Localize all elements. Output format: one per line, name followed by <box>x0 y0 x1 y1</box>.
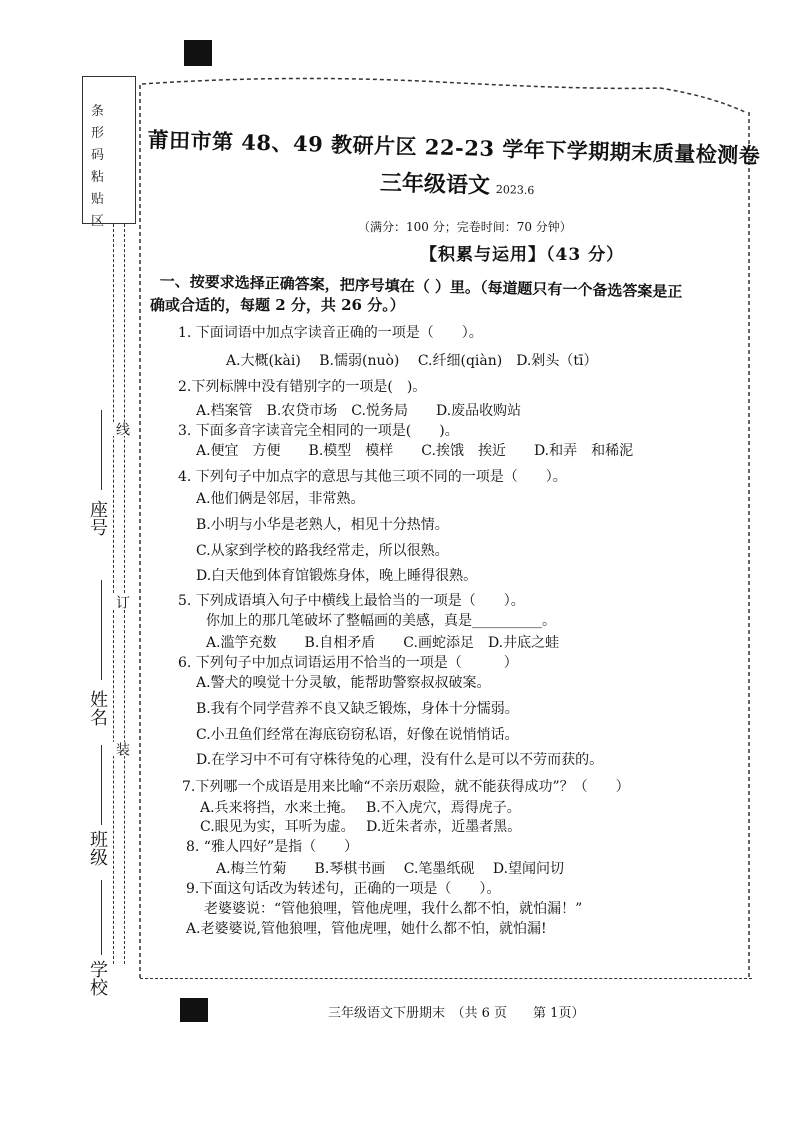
question-stem: 1. 下面词语中加点字读音正确的一项是（ ）。 <box>178 325 483 341</box>
school-underline <box>101 880 102 955</box>
section-heading: 【积累与运用】（43 分） <box>420 245 625 265</box>
option-line: A.兵来将挡，水来土掩。 B.不入虎穴，焉得虎子。 <box>200 800 521 816</box>
option-line: B.小明与小华是老熟人，相见十分热情。 <box>196 517 449 533</box>
page-footer: 三年级语文下册期末 （共 6 页 第 1页） <box>328 1006 585 1021</box>
option-line: A.警犬的嗅觉十分灵敏，能帮助警察叔叔破案。 <box>196 675 491 691</box>
question-options: A.大概(kài) B.懦弱(nuò) C.纤细(qiàn) D.剁头（tī） <box>226 353 598 369</box>
seat-label: 座号 <box>87 500 108 536</box>
option-line: A.老婆婆说,管他狼哩，管他虎哩，她什么都不怕，就怕漏! <box>186 921 547 937</box>
seat-underline <box>101 410 102 490</box>
option-line: B.我有个同学营养不良又缺乏锻炼，身体十分懦弱。 <box>196 701 519 717</box>
binding-line-outer <box>113 224 114 964</box>
option-line: D.在学习中不可有守株待兔的心理，没有什么是可以不劳而获的。 <box>196 752 604 768</box>
binding-mark-bind: 装 <box>114 742 130 756</box>
school-label: 学校 <box>87 960 108 996</box>
question-options: A.档案管 B.农贷市场 C.悦务局 D.废品收购站 <box>196 403 522 419</box>
page-frame-right <box>744 112 754 982</box>
binding-mark-line: 线 <box>114 422 130 436</box>
class-underline <box>101 745 102 825</box>
exam-title: 莆田市第 48、49 教研片区 22-23 学年下学期期末质量检测卷 <box>147 126 761 169</box>
option-line: 你加上的那几笔破坏了整幅画的美感，真是__________。 <box>206 613 556 629</box>
question-stem: 3. 下面多音字读音完全相同的一项是( )。 <box>178 423 459 439</box>
class-label: 班级 <box>87 830 108 866</box>
option-line: 老婆婆说：“管他狼哩，管他虎哩，我什么都不怕，就怕漏！” <box>204 901 583 917</box>
question-stem: 4. 下列句子中加点字的意思与其他三项不同的一项是（ ）。 <box>178 469 567 485</box>
question-stem: 8. “雅人四好”是指（ ） <box>186 839 359 855</box>
instruction-line-1: 一、按要求选择正确答案，把序号填在（ ）里。（每道题只有一个备选答案是正 <box>159 271 683 301</box>
barcode-label-2: 码 粘 <box>91 148 111 185</box>
option-line: C.小丑鱼们经常在海底窃窃私语，好像在说悄悄话。 <box>196 727 519 743</box>
registration-mark-top <box>184 40 212 66</box>
question-stem: 7.下列哪一个成语是用来比喻“不亲历艰险，就不能获得成功”？（ ） <box>182 779 630 795</box>
question-options: A.梅兰竹菊 B.琴棋书画 C.笔墨纸砚 D.望闻问切 <box>216 861 565 877</box>
page-frame-left <box>135 85 145 980</box>
page-frame-bottom <box>140 978 752 979</box>
question-stem: 5. 下列成语填入句子中横线上最恰当的一项是（ ）。 <box>178 593 525 609</box>
page-frame-top <box>140 76 750 116</box>
question-stem: 9.下面这句话改为转述句，正确的一项是（ ）。 <box>186 881 501 897</box>
option-line: C.从家到学校的路我经常走，所以很熟。 <box>196 543 449 559</box>
option-line: A.滥竽充数 B.自相矛盾 C.画蛇添足 D.井底之蛙 <box>206 635 560 651</box>
exam-subject <box>380 166 535 201</box>
subject-text: 三年级语文 <box>379 169 491 199</box>
binding-line-inner <box>124 224 125 964</box>
name-underline <box>101 580 102 680</box>
exam-date: 2023.6 <box>495 183 535 198</box>
option-line: C.眼见为实，耳听为虚。 D.近朱者赤，近墨者黑。 <box>200 819 522 835</box>
binding-mark-staple: 订 <box>114 595 130 609</box>
name-label: 姓名 <box>87 690 108 726</box>
barcode-label-1: 条 形 <box>91 104 111 141</box>
option-line: D.白天他到体育馆锻炼身体，晚上睡得很熟。 <box>196 568 478 584</box>
barcode-label-3: 贴 区 <box>91 192 111 229</box>
question-options: A.便宜 方便 B.模型 模样 C.挨饿 挨近 D.和弄 和稀泥 <box>196 443 634 459</box>
question-stem: 6. 下列句子中加点词语运用不恰当的一项是（ ） <box>178 655 518 671</box>
exam-meta: （满分：100 分；完卷时间：70 分钟） <box>358 220 572 234</box>
option-line: A.他们俩是邻居，非常熟。 <box>196 491 365 507</box>
instruction-line-2: 确或合适的，每题 2 分，共 26 分。） <box>150 296 405 314</box>
barcode-area <box>82 76 136 229</box>
question-stem: 2.下列标牌中没有错别字的一项是( )。 <box>178 379 427 395</box>
registration-mark-bottom <box>180 998 208 1022</box>
